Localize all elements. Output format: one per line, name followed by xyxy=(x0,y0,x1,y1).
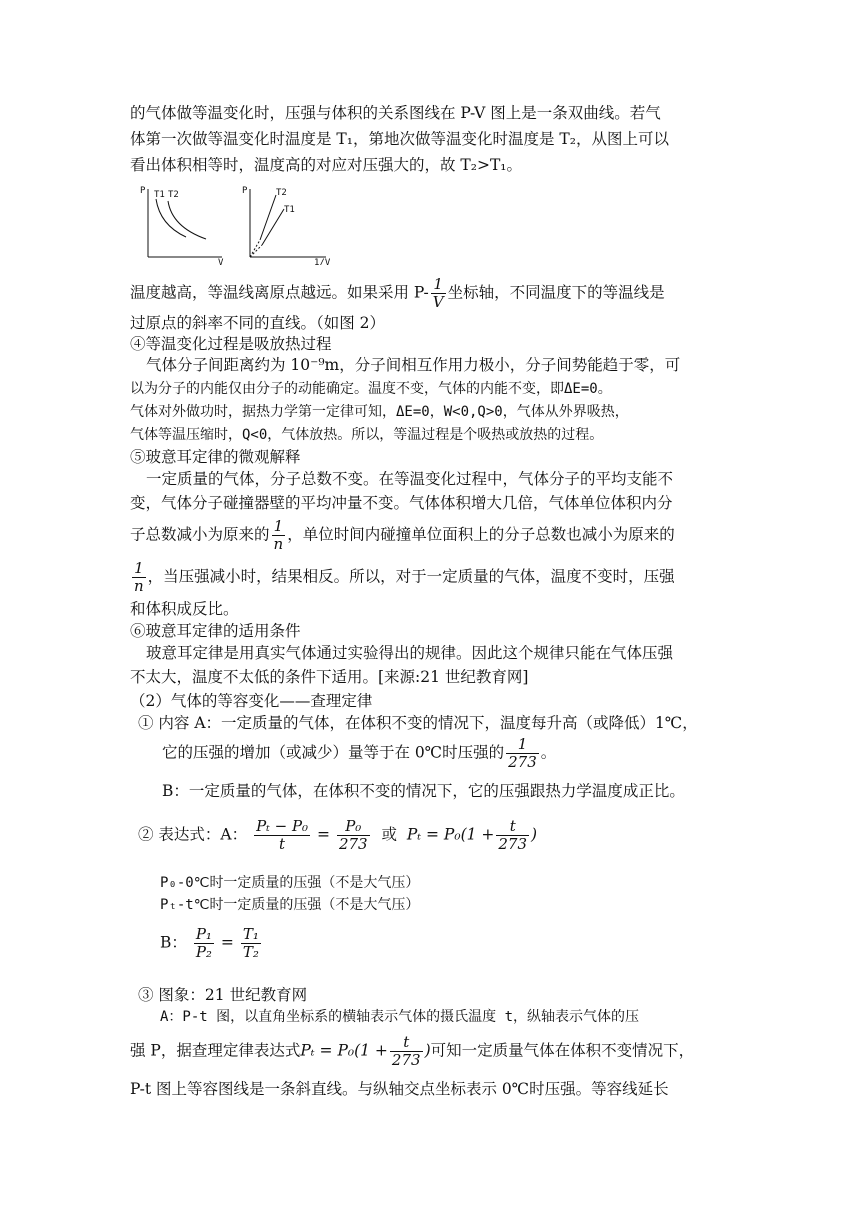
text-line: P₀-0℃时一定质量的压强（不是大气压） xyxy=(160,875,420,891)
text-line: ③ 图象：21 世纪教育网 xyxy=(138,986,308,1004)
text-line: 以为分子的内能仅由分子的动能确定。温度不变，气体的内能不变，即ΔE=0。 xyxy=(130,381,612,397)
fraction-p1-over-p2: $\frac{\text{P₁}}{\text{P₂}}$ xyxy=(195,925,212,961)
text-line: 强 P，据查理定律表达式Pₜ = P₀(1 + $\frac{t}{273}$ )可知一定质量气体在体积不变情况下， xyxy=(130,1033,695,1069)
fraction-t-over-273: $\frac{t}{273}$ xyxy=(498,817,528,853)
fraction-1-over-n: $\frac{1}{n}$ xyxy=(134,559,144,595)
text-line: A：P-t 图，以直角坐标系的横轴表示气体的摄氏温度 t，纵轴表示气体的压 xyxy=(160,1009,639,1025)
text-line: 子总数减小为原来的 $\frac{1}{n}$ ，单位时间内碰撞单位面积上的分子总数也减小为原来的 xyxy=(130,517,675,553)
text-line: 一定质量的气体，分子总数不变。在等温变化过程中，气体分子的平均支能不 xyxy=(146,470,674,488)
text-line: ① 内容 A：一定质量的气体，在体积不变的情况下，温度每升高（或降低）1℃， xyxy=(138,714,698,732)
text-line: 玻意耳定律是用真实气体通过实验得出的规律。因此这个规律只能在气体压强 xyxy=(146,644,674,662)
text-line: 的气体做等温变化时，压强与体积的关系图线在 P-V 图上是一条双曲线。若气 xyxy=(130,104,661,122)
fraction-1-over-v: $\frac{1}{V}$ xyxy=(432,275,444,311)
formula-line: ② 表达式：A： $\frac{\text{Pₜ − P₀}}{t}$ = $\frac{\text{P₀}}{273}$ 或 Pₜ = P₀(1 + $\frac{t}{273}$ ) xyxy=(138,817,538,853)
text-line: 气体等温压缩时，Q<0，气体放热。所以，等温过程是个吸热或放热的过程。 xyxy=(130,427,604,443)
section-heading: ⑥玻意耳定律的适用条件 xyxy=(130,622,301,640)
text-line: 不太大，温度不太低的条件下适用。[来源:21 世纪教育网] xyxy=(130,668,529,686)
p-inverse-v-graph xyxy=(242,186,331,265)
fraction-1-over-273: $\frac{1}{273}$ xyxy=(508,735,537,771)
text-line: 和体积成反比。 xyxy=(130,600,239,618)
pv-x-label: V xyxy=(218,258,224,265)
text-line: 它的压强的增加（或减少）量等于在 0℃时压强的 $\frac{1}{273}$ 。 xyxy=(162,735,557,771)
text-line: Pₜ-t℃时一定质量的压强（不是大气压） xyxy=(160,897,420,913)
pv-graph xyxy=(140,186,224,265)
section-heading: ④等温变化过程是吸放热过程 xyxy=(130,335,332,353)
pv-y-label: P xyxy=(140,186,146,196)
line-label-t2: T2 xyxy=(276,188,287,198)
fraction-t-over-273: $\frac{t}{273}$ xyxy=(391,1033,421,1069)
p-inv-y-label: P xyxy=(242,186,248,196)
text-line: 过原点的斜率不同的直线。（如图 2） xyxy=(130,314,386,332)
section-heading: （2）气体的等容变化——查理定律 xyxy=(130,692,373,710)
line-label-t1: T1 xyxy=(284,205,295,215)
isochore-t2-line xyxy=(260,195,276,240)
isochore-t1-line xyxy=(262,209,284,245)
p-inv-x-label: 1/V xyxy=(314,258,331,265)
text-line: 温度越高，等温线离原点越远。如果采用 P- $\frac{1}{V}$ 坐标轴，不同温度下的等温线是 xyxy=(130,275,665,311)
curve-label-t1: T1 xyxy=(154,190,165,200)
text-line: 气体分子间距离约为 10⁻⁹m，分子间相互作用力极小，分子间势能趋于零，可 xyxy=(146,356,681,374)
text-line: P-t 图上等容图线是一条斜直线。与纵轴交点坐标表示 0℃时压强。等容线延长 xyxy=(130,1080,669,1098)
fraction-pt-minus-p0-over-t: $\frac{\text{Pₜ − P₀}}{t}$ xyxy=(256,817,309,853)
fraction-1-over-n: $\frac{1}{n}$ xyxy=(273,517,284,553)
text-line: 体第一次做等温变化时温度是 T₁，第地次做等温变化时温度是 T₂，从图上可以 xyxy=(130,130,669,148)
section-heading: ⑤玻意耳定律的微观解释 xyxy=(130,448,301,466)
formula-line: B： $\frac{\text{P₁}}{\text{P₂}}$ = $\frac{\text{T₁}}{\text{T₂}}$ xyxy=(160,925,259,961)
text-line: $\frac{1}{n}$ ，当压强减小时，结果相反。所以，对于一定质量的气体，温度不变时，压强 xyxy=(134,559,675,595)
isotherm-t1-curve xyxy=(156,199,186,237)
isotherm-figures xyxy=(140,185,340,265)
isotherm-t2-curve xyxy=(168,201,206,239)
text-line: B：一定质量的气体，在体积不变的情况下，它的压强跟热力学温度成正比。 xyxy=(162,782,685,800)
text-line: 气体对外做功时，据热力学第一定律可知，ΔE=0，W<0,Q>0，气体从外界吸热， xyxy=(130,404,629,420)
text-line: 看出体积相等时，温度高的对应对压强大的，故 T₂>T₁。 xyxy=(130,156,523,174)
fraction-p0-over-273: $\frac{\text{P₀}}{273}$ xyxy=(338,817,368,853)
fraction-t1-over-t2: $\frac{\text{T₁}}{\text{T₂}}$ xyxy=(242,925,259,961)
curve-label-t2: T2 xyxy=(168,190,179,200)
text-line: 变，气体分子碰撞器壁的平均冲量不变。气体体积增大几倍，气体单位体积内分 xyxy=(130,494,673,512)
